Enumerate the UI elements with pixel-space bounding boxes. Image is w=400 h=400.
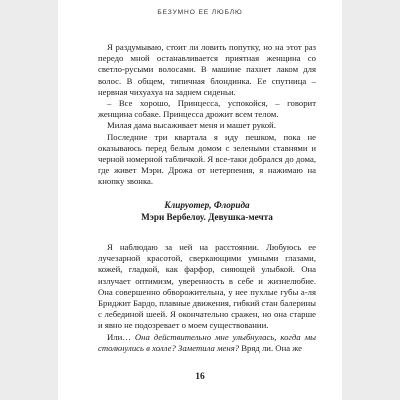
paragraph-start: Или… [107,331,135,342]
section-heading [98,199,316,224]
paragraph: Я раздумываю, стоит ли ловить попутку, но на этот раз передо мной останавливается приятная женщина со светло-русыми волосами. В машине пахнет лаком для волос. В общем, типичная блондинка. Ее спутница – нервная чихуахуа на заднем сиденьи. [98,42,316,97]
paragraph-end: Вряд ли. Она же [239,342,302,353]
heading-place: Клируотер, Флорида [164,200,250,210]
heading-chapter-title: Мэри Вербелоу. Девушка-мечта [141,212,273,223]
paragraph: Я наблюдаю за ней на расстоянии. Любуюсь ее лучезарной красотой, сверкающими умными глазами, кожей, гладкой, как фарфор, сияющей улыбкой. Она излучает оптимизм, уверенность в себе и жизнелюбие. Она совершенно обворожительна, у нее пухлые губы а-ля Бриджит Бардо, плавные движения, гибкий стан балерины с лебединой шеей. Я окончательно сражен, но она старше и явно не подозревает о моем существовании. [98,242,316,331]
text-block-1 [98,42,316,188]
paragraph: Последние три квартала я иду пешком, пока не оказываюсь перед белым домом с зелеными ставнями и черной номерной табличкой. Я все-таки добрался до дома, где живет Мэри. Дрожа от нетерпения, я нажимаю на кнопку звонка. [98,131,316,187]
text-block-2 [98,242,316,354]
page-number: 16 [195,372,205,382]
paragraph: – Все хорошо, Принцесса, успокойся, – говорит женщина собаке. Принцесса дрожит всем телом. [98,98,316,120]
italic-thought: Она действительно мне улыбнулась, когда мы столкнулись в холле? Заметила меня? [98,331,316,353]
running-head: БЕЗУМНО ЕЕ ЛЮБЛЮ [157,9,243,16]
book-page [58,0,342,400]
paragraph: Милая дама высаживает меня и машет рукой. [107,120,276,131]
paragraph [98,332,316,354]
